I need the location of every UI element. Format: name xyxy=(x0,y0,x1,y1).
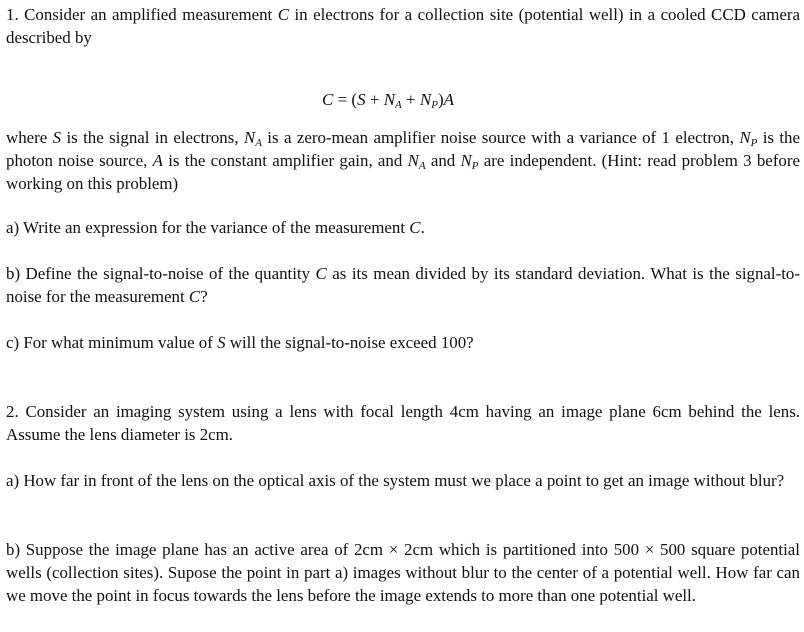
var-np-2-sub: P xyxy=(471,160,479,172)
problem-1-intro-text: 1. Consider an amplified measurement xyxy=(6,5,278,24)
var-na-2-sub: A xyxy=(418,160,426,172)
where-text-2: is the signal in electrons, xyxy=(61,128,244,147)
eq-plus-1: + xyxy=(365,90,384,109)
part-b-text-1: b) Define the signal-to-noise of the quantity xyxy=(6,264,316,283)
eq-equals: = ( xyxy=(333,90,358,109)
var-a: A xyxy=(152,151,163,170)
part-c-var: S xyxy=(217,333,226,352)
eq-lhs: C xyxy=(322,90,334,109)
eq-s: S xyxy=(357,90,366,109)
var-na-2: N xyxy=(407,151,419,170)
eq-np-sub: P xyxy=(431,99,438,111)
where-text-4: is the photon noise source, xyxy=(6,128,800,170)
eq-np: N xyxy=(419,90,432,109)
variable-c: C xyxy=(277,5,289,24)
problem-2-part-b: b) Suppose the image plane has an active area of 2cm × 2cm which is partitioned into 500 × 500 square potential wells (collection sites). Supose the point in part a) images without blur to the center of a potential well. How far can we move the point in focus towards the lens before the image extends to more than one potential well. xyxy=(6,540,800,605)
problem-1-intro xyxy=(6,3,800,49)
where-text-6: and xyxy=(425,151,461,170)
part-b-end: ? xyxy=(200,287,208,306)
where-text-3: is a zero-mean amplifier noise source with a variance of 1 electron, xyxy=(261,128,740,147)
part-a-text: a) Write an expression for the variance of the measurement xyxy=(6,218,410,237)
eq-plus-2: + xyxy=(401,90,420,109)
var-np-sub: P xyxy=(750,137,758,149)
problem-1-part-c xyxy=(6,331,800,354)
part-b-text-2: as its mean divided by its standard deviation. What is the signal-to-noise for the measurement xyxy=(6,264,800,306)
part-c-text-1: c) For what minimum value of xyxy=(6,333,218,352)
where-text-1: where xyxy=(6,128,53,147)
part-b-var-2: C xyxy=(188,287,201,306)
problem-2-part-a: a) How far in front of the lens on the optical axis of the system must we place a point to get an image without blur? xyxy=(6,471,785,490)
part-c-text-2: will the signal-to-noise exceed 100? xyxy=(225,333,474,352)
eq-close: ) xyxy=(437,90,444,109)
measurement-equation xyxy=(6,88,770,111)
problem-1-intro-text-cont: in electrons for a collection site (potential well) in a cooled CCD camera described by xyxy=(6,5,801,47)
problem-1-part-b xyxy=(6,262,800,308)
part-b-var-1: C xyxy=(315,264,327,283)
eq-na-sub: A xyxy=(395,99,402,111)
var-np-2: N xyxy=(460,151,472,170)
var-s: S xyxy=(52,128,62,147)
part-a-var: C xyxy=(409,218,421,237)
var-na: N xyxy=(243,128,256,147)
part-a-end: . xyxy=(420,218,425,237)
where-text-5: is the constant amplifier gain, and xyxy=(162,151,408,170)
eq-a: A xyxy=(443,90,454,109)
problem-2-intro: 2. Consider an imaging system using a lens with focal length 4cm having an image plane 6cm behind the lens. Assume the lens diameter is 2cm. xyxy=(6,402,800,444)
var-na-sub: A xyxy=(255,137,262,149)
where-text-7: are independent. (Hint: read problem 3 before working on this problem) xyxy=(6,151,800,193)
where-paragraph xyxy=(6,126,800,195)
problem-1-part-a xyxy=(6,216,800,239)
eq-na: N xyxy=(383,90,396,109)
var-np: N xyxy=(739,128,751,147)
